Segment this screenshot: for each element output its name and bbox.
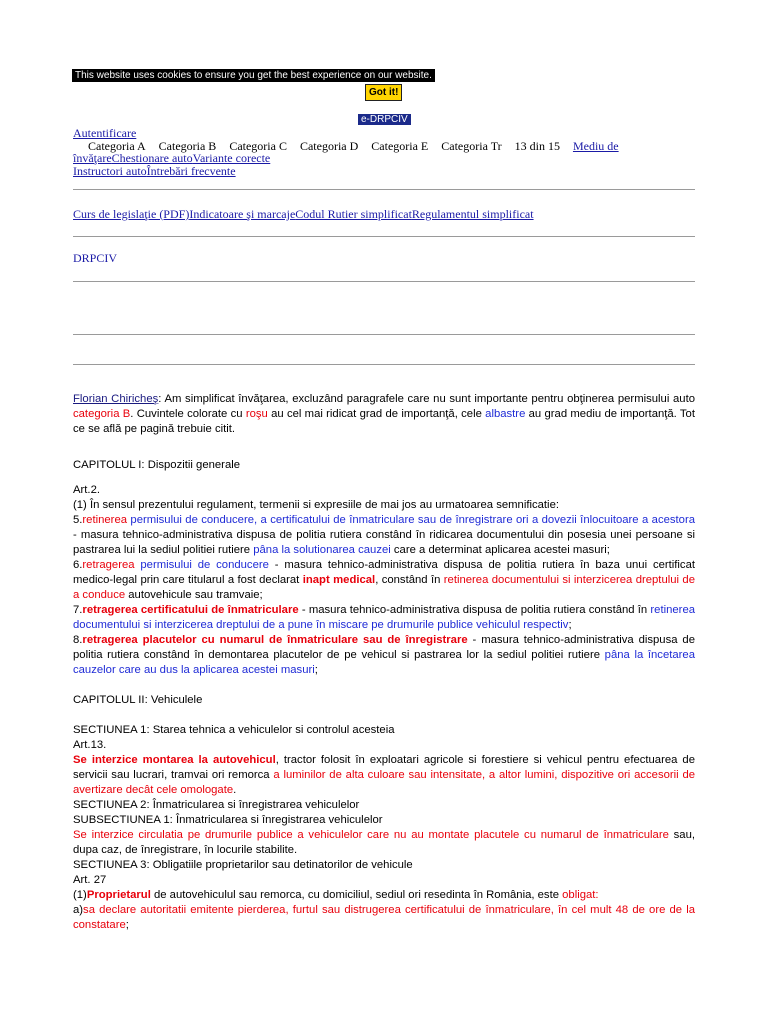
intro-text: : Am simplificat învăţarea, excluzând paragrafele care nu sunt importante pentru obţinerea permisului auto	[158, 393, 695, 405]
intro-text: au cel mai ridicat grad de importanţă, cele	[267, 408, 486, 420]
article-content	[73, 392, 695, 933]
art-27-item-a: a)sa declare autoritatii emitente pierderea, furtul sau distrugerea certificatului de înmatriculare, în cel mult 48 de ore de la constatare;	[73, 904, 695, 931]
login-link[interactable]: Autentificare	[73, 126, 137, 140]
definition-6: 6.retragerea permisului de conducere - masura tehnico-administrativa dispusa de politia rutiera în baza unui certificat medico-legal prin care titularul a fost declarat inapt medical, constând în retinerea documentului si interzicerea dreptului de a conduce autovehicule sau tramvaie;	[73, 559, 696, 601]
category-d[interactable]: Categoria D	[299, 139, 359, 153]
intro-text: . Cuvintele colorate cu	[130, 408, 246, 420]
indicatoare-link[interactable]: Indicatoare şi marcaje	[189, 207, 296, 221]
codul-rutier-link[interactable]: Codul Rutier simplificat	[295, 207, 412, 221]
art-2-heading: Art.2.	[73, 484, 100, 496]
divider	[73, 281, 695, 282]
divider	[73, 364, 695, 365]
instructori-link[interactable]: Instructori auto	[73, 164, 147, 178]
cookie-banner-text: This website uses cookies to ensure you get the best experience on our website.	[72, 69, 435, 82]
chapter-1-title: CAPITOLUL I: Dispozitii generale	[73, 459, 241, 471]
category-c[interactable]: Categoria C	[229, 139, 287, 153]
divider	[73, 189, 695, 190]
category-e[interactable]: Categoria E	[371, 139, 429, 153]
definition-7: 7.retragerea certificatului de înmatriculare - masura tehnico-administrativa dispusa de politia rutiera constând în retinerea documentului si interzicerea dreptului de a pune în miscare pe drumurile publice vehiculul respectiv;	[73, 604, 696, 631]
drpciv-link[interactable]: DRPCIV	[73, 251, 118, 265]
section-1-title: SECTIUNEA 1: Starea tehnica a vehiculelor si controlul acesteia	[73, 724, 395, 736]
site-logo[interactable]: e-DRPCIV	[358, 114, 411, 125]
intro-category: categoria B	[73, 408, 131, 420]
divider	[73, 236, 695, 237]
chapter-2-title: CAPITOLUL II: Vehiculele	[73, 694, 203, 706]
registration-paragraph: Se interzice circulatia pe drumurile publice a vehiculelor care nu au montate placutele cu numarul de înmatriculare sau, dupa caz, de înregistrare, în locurile stabilite.	[73, 829, 695, 856]
variante-link[interactable]: Variante corecte	[192, 151, 271, 165]
intro-red-word: roşu	[245, 408, 268, 420]
divider	[73, 334, 695, 335]
intrebari-link[interactable]: Întrebări frecvente	[146, 164, 236, 178]
intro-blue-word: albastre	[485, 408, 526, 420]
art-13-paragraph: Se interzice montarea la autovehicul, tractor folosit în exploatari agricole si forestiere si vehicul pentru efectuarea de servicii sau lucrari, tramvai ori remorca a luminilor de alta culoare sau intensitate, a altor lumini, dispozitive ori accesorii de avertizare decât cele omologate.	[73, 754, 696, 796]
category-a[interactable]: Categoria A	[88, 139, 146, 153]
art-27-heading: Art. 27	[73, 874, 107, 886]
chestionare-link[interactable]: Chestionare auto	[111, 151, 193, 165]
section-2-title: SECTIUNEA 2: Înmatricularea si înregistrarea vehiculelor	[73, 799, 360, 811]
subsection-1-title: SUBSECTIUNEA 1: Înmatricularea si înregistrarea vehiculelor	[73, 814, 383, 826]
category-tr[interactable]: Categoria Tr	[441, 139, 502, 153]
learning-link[interactable]: Mediu de	[572, 139, 619, 153]
learning-link-cont[interactable]: învăţare	[73, 151, 112, 165]
question-counter: 13 din 15	[514, 139, 560, 153]
author-link[interactable]: Florian Chiricheş	[73, 393, 159, 405]
category-b[interactable]: Categoria B	[158, 139, 217, 153]
art-13-heading: Art.13.	[73, 739, 107, 751]
definition-5: 5.retinerea permisului de conducere, a certificatului de înmatriculare sau de înregistrare ori a dovezii înlocuitoare a acestora - masura tehnico-administrativa dispusa de politia rutiera constând în ridicarea documentului din posesia unei persoane si pastrarea lui la sediul politiei rutiere pâna la solutionarea cauzei care a determinat aplicarea acestei masuri;	[73, 514, 695, 556]
curs-pdf-link[interactable]: Curs de legislaţie (PDF)	[73, 207, 190, 221]
art-2-paragraph: (1) În sensul prezentului regulament, termenii si expresiile de mai jos au urmatoarea semnificatie:	[73, 499, 559, 511]
art-27-paragraph: (1)Proprietarul de autovehiculul sau remorca, cu domiciliul, sediul ori resedinta în România, este obligat:	[73, 889, 599, 901]
cookie-accept-button[interactable]: Got it!	[365, 84, 402, 101]
regulament-link[interactable]: Regulamentul simplificat	[411, 207, 534, 221]
section-3-title: SECTIUNEA 3: Obligatiile proprietarilor sau detinatorilor de vehicule	[73, 859, 413, 871]
definition-8: 8.retragerea placutelor cu numarul de înmatriculare sau de înregistrare - masura tehnico-administrativa dispusa de politia rutiera constând în demontarea placutelor de pe vehicul si pastrarea lor la sediul politiei rutiere pâna la încetarea cauzelor care au dus la aplicarea acestei masuri;	[73, 634, 695, 676]
intro-paragraph	[73, 392, 695, 437]
intro-text: au grad mediu de importanţă. Tot ce se află pe pagină trebuie citit.	[73, 408, 695, 435]
